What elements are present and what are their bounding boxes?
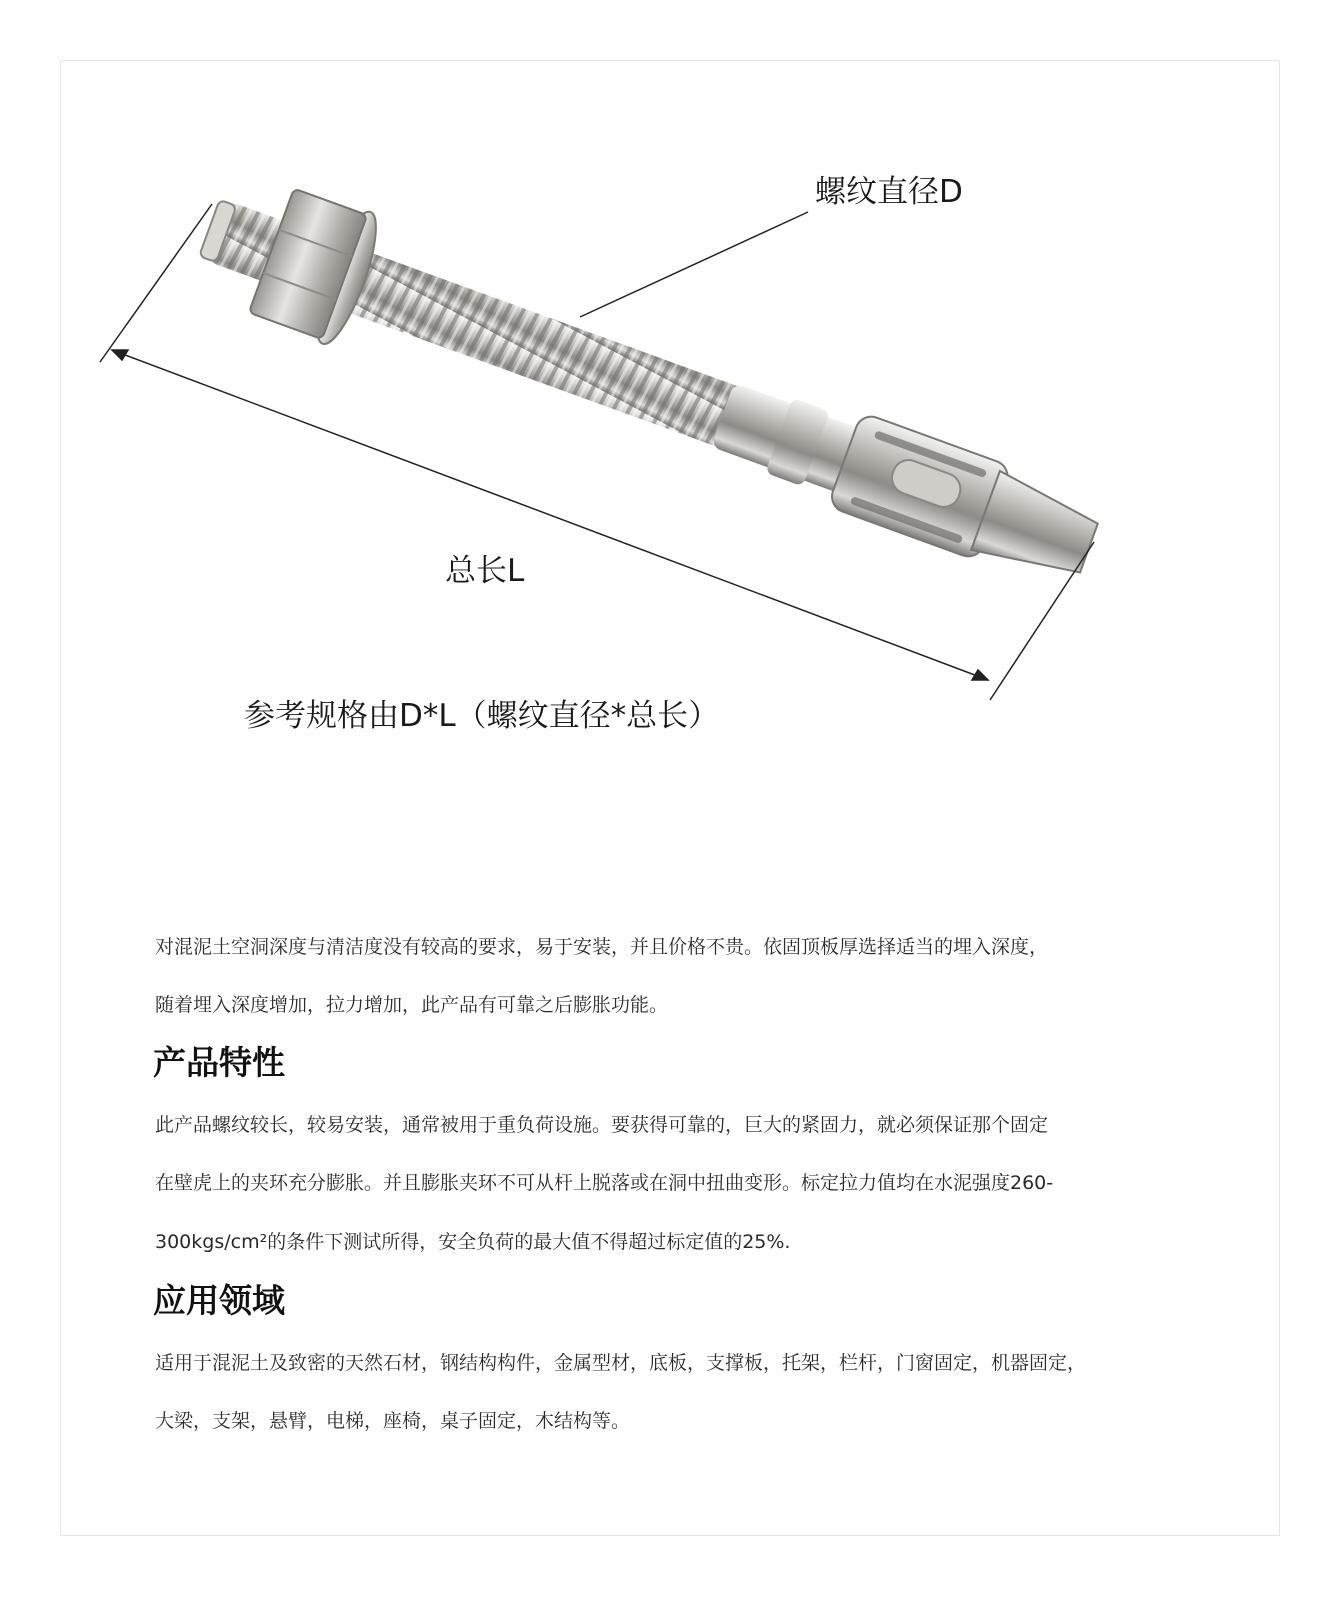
- applications-line-1: 适用于混泥土及致密的天然石材，钢结构构件，金属型材，底板，支撑板，托架，栏杆，门窗固定，机器固定，: [155, 1352, 1087, 1374]
- spec-label: 参考规格由D*L（螺纹直径*总长）: [244, 698, 720, 734]
- applications-line-2: 大梁，支架，悬臂，电梯，座椅，桌子固定，木结构等。: [155, 1410, 631, 1432]
- total-length-label: 总长L: [445, 553, 525, 589]
- intro-line-1: 对混泥土空洞深度与清洁度没有较高的要求，易于安装，并且价格不贵。依固顶板厚选择适当的埋入深度，: [155, 936, 1049, 958]
- features-heading: 产品特性: [153, 1043, 285, 1082]
- bolt-illustration: [185, 162, 1112, 614]
- thread-diameter-label: 螺纹直径D: [815, 174, 963, 210]
- features-line-3: 300kgs/cm²的条件下测试所得，安全负荷的最大值不得超过标定值的25%.: [155, 1231, 791, 1253]
- applications-heading: 应用领域: [153, 1281, 285, 1320]
- features-line-2: 在壁虎上的夹环充分膨胀。并且膨胀夹环不可从杆上脱落或在洞中扭曲变形。标定拉力值均在水泥强度260-: [155, 1172, 1054, 1194]
- intro-line-2: 随着埋入深度增加，拉力增加，此产品有可靠之后膨胀功能。: [155, 994, 669, 1016]
- features-line-1: 此产品螺纹较长，较易安装，通常被用于重负荷设施。要获得可靠的，巨大的紧固力，就必须保证那个固定: [155, 1114, 1049, 1136]
